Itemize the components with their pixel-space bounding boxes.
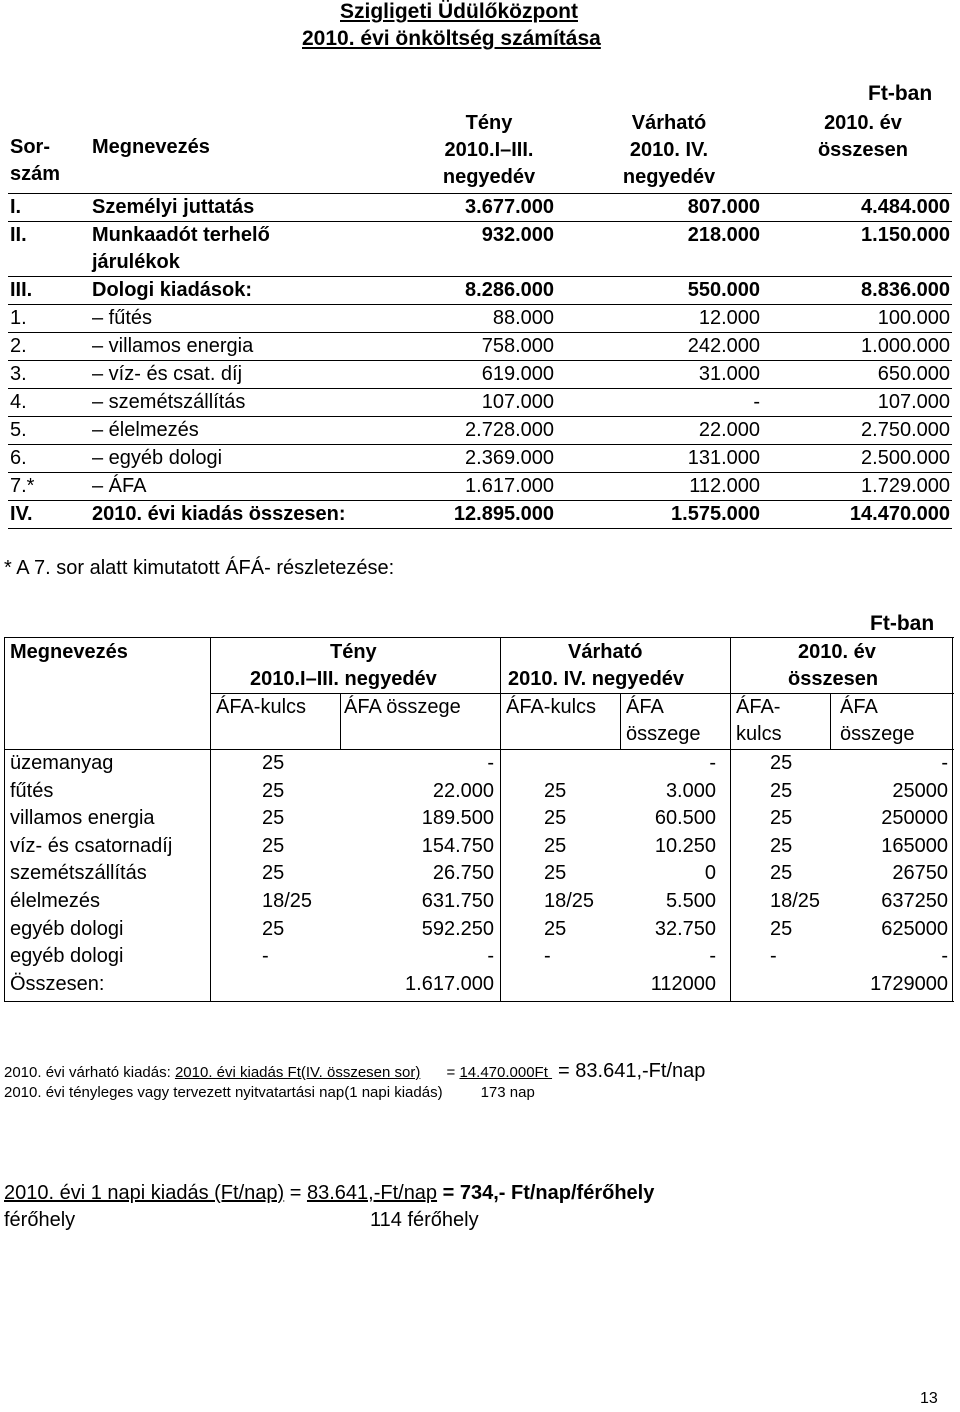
row-osszesen: 1.150.000: [861, 224, 950, 246]
header-teny-1: Tény: [465, 112, 513, 134]
vat-row-kulcs2: 25: [544, 807, 567, 830]
row-teny: 12.895.000: [453, 503, 554, 525]
vat-row-osszeg1: 154.750: [421, 834, 494, 857]
row-teny: 1.617.000: [465, 475, 554, 497]
row-teny: 3.677.000: [465, 196, 554, 218]
row-name: Dologi kiadások:: [92, 279, 253, 301]
summary-line-2: [4, 1084, 535, 1101]
header-sorszam-2: szám: [10, 163, 61, 185]
t2-sub-kulcs3-1: ÁFA-: [736, 696, 781, 718]
t2-sub-kulcs3-2: kulcs: [736, 723, 782, 745]
bottom-result: = 734,- Ft/nap/férőhely: [437, 1182, 655, 1204]
vat-row-kulcs2: -: [544, 945, 551, 968]
table-row: [8, 305, 952, 332]
vat-row-kulcs1: 25: [262, 862, 285, 885]
vat-row-name: fűtés: [10, 779, 54, 802]
vat-row-kulcs2: 25: [544, 862, 567, 885]
vat-row-kulcs3: 25: [770, 917, 793, 940]
vat-row-osszeg1: 1.617.000: [405, 972, 494, 995]
table-row: [8, 361, 952, 388]
row-name: Személyi juttatás: [92, 196, 255, 218]
vat-row-osszeg3: -: [941, 752, 948, 774]
vat-row-name: villamos energia: [10, 807, 155, 830]
vat-row-kulcs1: 25: [262, 779, 285, 802]
row-name: Munkaadót terhelő: [92, 224, 270, 246]
row-number: 5.: [10, 419, 27, 441]
unit-label-1: Ft-ban: [868, 82, 933, 105]
page-number: 13: [920, 1390, 938, 1407]
row-number: 4.: [10, 391, 27, 413]
header-osszesen-2: összesen: [817, 139, 909, 161]
vat-row-osszeg3: -: [941, 945, 948, 968]
row-osszesen: 2.750.000: [861, 419, 950, 441]
row-name: – egyéb dologi: [92, 447, 223, 469]
vat-row-kulcs1: 25: [262, 807, 285, 830]
row-teny: 107.000: [481, 391, 554, 413]
t2-sub-osszeg3-1: ÁFA: [840, 696, 878, 718]
table-row: [8, 277, 952, 304]
header-varhato-2: 2010. IV.: [629, 139, 709, 161]
row-varhato: 218.000: [687, 224, 760, 246]
row-varhato: 550.000: [687, 279, 760, 301]
vat-row-osszeg1: 631.750: [421, 890, 494, 912]
row-varhato: -: [753, 391, 760, 413]
vat-row-kulcs1: 25: [262, 752, 285, 774]
row-osszesen: 100.000: [877, 307, 950, 329]
t2-header-osszesen-2: összesen: [788, 668, 879, 690]
row-name: – villamos energia: [92, 335, 254, 357]
row-number: 3.: [10, 363, 27, 385]
summary-label-1: 2010. évi várható kiadás:: [4, 1064, 175, 1081]
vat-row-osszeg2: 0: [704, 862, 716, 885]
vat-row-kulcs2: 25: [544, 834, 567, 857]
table-row: [8, 473, 952, 500]
row-osszesen: 8.836.000: [861, 279, 950, 301]
row-osszesen: 1.000.000: [861, 335, 950, 357]
vat-row-osszeg2: 5.500: [665, 890, 716, 912]
vat-row-osszeg2: 32.750: [654, 917, 716, 940]
vat-row-osszeg3: 26750: [892, 862, 948, 885]
row-number: III.: [10, 279, 33, 301]
row-teny: 2.369.000: [465, 447, 554, 469]
vat-row-name: egyéb dologi: [10, 917, 124, 940]
document-title: Szigligeti Üdülőközpont: [340, 0, 578, 23]
row-osszesen: 107.000: [877, 391, 950, 413]
t2-sub-kulcs2: ÁFA-kulcs: [506, 696, 597, 718]
bottom-capacity-label: férőhely: [4, 1209, 76, 1231]
vat-row-name: szemétszállítás: [10, 862, 147, 885]
table-row: [8, 389, 952, 416]
vat-row-osszeg3: 625000: [881, 917, 948, 940]
vat-row-kulcs3: -: [770, 945, 777, 968]
t2-header-varhato-2: 2010. IV. negyedév: [508, 668, 685, 690]
vat-row-kulcs2: 25: [544, 917, 567, 940]
summary-days-value: 173 nap: [480, 1084, 535, 1101]
table-row: [8, 194, 952, 221]
vat-row-name: víz- és csatornadíj: [10, 834, 173, 857]
row-varhato: 242.000: [687, 335, 760, 357]
row-varhato: 12.000: [698, 307, 760, 329]
unit-label-2: Ft-ban: [870, 612, 935, 635]
row-varhato: 131.000: [687, 447, 760, 469]
vat-row-osszeg3: 637250: [881, 890, 948, 912]
vat-row-osszeg1: 22.000: [432, 779, 494, 802]
vat-row-name: Összesen:: [10, 972, 105, 995]
table-row: [8, 222, 952, 276]
t2-header-megnevezes: Megnevezés: [10, 641, 128, 663]
cost-table: [8, 110, 952, 530]
t2-sub-osszeg1: ÁFA összege: [344, 696, 461, 718]
table-row: [8, 333, 952, 360]
table-row: [8, 445, 952, 472]
summary-total: 14.470.000Ft: [459, 1064, 553, 1081]
row-varhato: 31.000: [698, 363, 760, 385]
vat-row-osszeg3: 165000: [881, 834, 948, 857]
vat-row-name: élelmezés: [10, 890, 101, 912]
row-number: 7.*: [10, 475, 35, 497]
header-sorszam-1: Sor-: [10, 136, 50, 158]
vat-row-osszeg3: 25000: [892, 779, 948, 802]
header-teny-2: 2010.I–III.: [444, 139, 534, 161]
t2-sub-osszeg2-1: ÁFA: [626, 696, 664, 718]
vat-row-kulcs3: 18/25: [770, 890, 821, 912]
t2-sub-kulcs1: ÁFA-kulcs: [216, 696, 307, 718]
bottom-equals: =: [284, 1182, 307, 1204]
t2-header-teny-1: Tény: [330, 641, 377, 663]
t2-header-teny-2: 2010.I–III. negyedév: [250, 668, 437, 690]
bottom-line-1: [4, 1182, 654, 1205]
row-number: I.: [10, 196, 22, 218]
vat-row-kulcs1: 18/25: [262, 890, 313, 912]
row-number: 6.: [10, 447, 27, 469]
bottom-per-day: 83.641,-Ft/nap: [306, 1182, 438, 1204]
vat-row-kulcs2: 25: [544, 779, 567, 802]
row-osszesen: 14.470.000: [849, 503, 950, 525]
row-teny: 619.000: [481, 363, 554, 385]
vat-row-osszeg2: 112000: [650, 972, 716, 995]
t2-sub-osszeg3-2: összege: [840, 723, 915, 745]
row-number: IV.: [10, 503, 33, 525]
table-row: [8, 501, 952, 528]
row-name: – fűtés: [92, 307, 153, 329]
summary-equals: =: [446, 1064, 460, 1081]
vat-row-osszeg2: 3.000: [665, 779, 716, 802]
row-teny: 2.728.000: [465, 419, 554, 441]
summary-per-day: = 83.641,-Ft/nap: [558, 1060, 706, 1082]
header-megnevezes: Megnevezés: [92, 136, 210, 158]
vat-row-osszeg3: 1729000: [870, 972, 948, 995]
vat-row-osszeg2: -: [709, 945, 716, 968]
vat-row-osszeg1: -: [487, 752, 494, 774]
row-name: – víz- és csat. díj: [92, 363, 243, 385]
vat-row-name: üzemanyag: [10, 752, 114, 774]
vat-row-kulcs3: 25: [770, 779, 793, 802]
row-teny: 8.286.000: [465, 279, 554, 301]
vat-row-osszeg2: -: [709, 752, 716, 774]
row-varhato: 807.000: [687, 196, 760, 218]
row-osszesen: 2.500.000: [861, 447, 950, 469]
header-osszesen-1: 2010. év: [824, 112, 902, 134]
row-osszesen: 4.484.000: [861, 196, 950, 218]
vat-row-kulcs1: 25: [262, 917, 285, 940]
header-teny-3: negyedév: [442, 166, 536, 188]
vat-row-kulcs1: -: [262, 945, 269, 968]
t2-sub-osszeg2-2: összege: [626, 723, 701, 745]
vat-row-osszeg3: 250000: [881, 807, 948, 830]
header-varhato-1: Várható: [631, 112, 707, 134]
row-name: – ÁFA: [92, 475, 147, 497]
row-number: 2.: [10, 335, 27, 357]
vat-row-kulcs2: 18/25: [544, 890, 595, 912]
vat-table: [4, 637, 954, 1002]
vat-row-osszeg1: -: [487, 945, 494, 968]
vat-row-kulcs3: 25: [770, 807, 793, 830]
bottom-label: 2010. évi 1 napi kiadás (Ft/nap): [4, 1182, 285, 1204]
document-subtitle: 2010. évi önköltség számítása: [302, 27, 601, 50]
vat-note: * A 7. sor alatt kimutatott ÁFÁ- részletezése:: [4, 557, 395, 579]
row-osszesen: 650.000: [877, 363, 950, 385]
row-varhato: 112.000: [689, 475, 760, 497]
vat-row-osszeg2: 60.500: [654, 807, 716, 830]
vat-row-kulcs3: 25: [770, 862, 793, 885]
row-teny: 932.000: [481, 224, 554, 246]
header-varhato-3: negyedév: [622, 166, 716, 188]
summary-days-label: 2010. évi tényleges vagy tervezett nyitvatartási nap(1 napi kiadás): [4, 1084, 443, 1101]
vat-row-osszeg1: 592.250: [421, 917, 494, 940]
vat-row-kulcs3: 25: [770, 834, 793, 857]
summary-line-1: [4, 1060, 705, 1083]
bottom-capacity-value: 114 férőhely: [370, 1209, 479, 1231]
vat-row-osszeg1: 189.500: [421, 807, 494, 830]
vat-row-kulcs1: 25: [262, 834, 285, 857]
row-teny: 88.000: [492, 307, 554, 329]
vat-row-osszeg1: 26.750: [432, 862, 494, 885]
row-name: 2010. évi kiadás összesen:: [92, 503, 346, 525]
vat-row-kulcs3: 25: [770, 752, 793, 774]
row-varhato: 22.000: [698, 419, 760, 441]
row-teny: 758.000: [481, 335, 554, 357]
row-name: – szemétszállítás: [92, 391, 246, 413]
row-varhato: 1.575.000: [671, 503, 760, 525]
table-row: [8, 417, 952, 444]
t2-header-osszesen-1: 2010. év: [798, 641, 876, 663]
bottom-line-2: [4, 1209, 479, 1232]
row-osszesen: 1.729.000: [861, 475, 950, 497]
summary-formula: 2010. évi kiadás Ft(IV. összesen sor): [174, 1064, 421, 1081]
row-number: II.: [10, 224, 27, 246]
vat-row-osszeg2: 10.250: [654, 834, 716, 857]
t2-header-varhato-1: Várható: [568, 641, 643, 663]
row-number: 1.: [10, 307, 27, 329]
row-name: – élelmezés: [92, 419, 199, 441]
row-name-cont: járulékok: [92, 251, 180, 273]
vat-row-name: egyéb dologi: [10, 945, 124, 968]
